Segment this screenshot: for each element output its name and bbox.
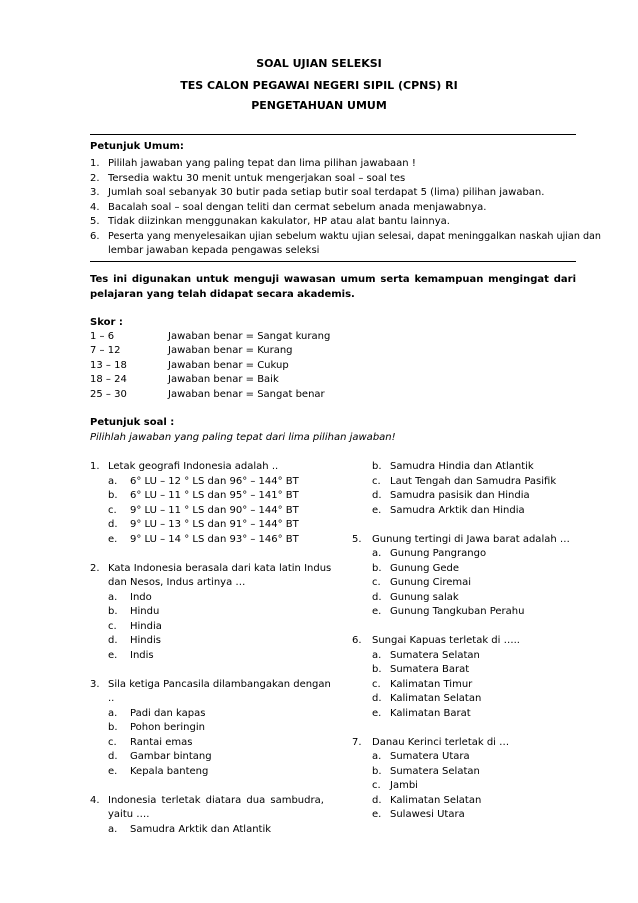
option-letter: d. bbox=[372, 693, 382, 704]
option-text: 6° LU – 11 ° LS dan 95° – 141° BT bbox=[130, 490, 299, 501]
option-letter: a. bbox=[108, 708, 118, 719]
option-letter: e. bbox=[372, 606, 382, 617]
option-letter: b. bbox=[372, 461, 382, 472]
question-text-cont: dan Nesos, Indus artinya … bbox=[108, 577, 246, 588]
option-letter: a. bbox=[372, 751, 382, 762]
option-letter: e. bbox=[108, 650, 118, 661]
option-text: Hindis bbox=[130, 635, 161, 646]
option-letter: d. bbox=[108, 635, 118, 646]
question-number: 7. bbox=[352, 737, 362, 748]
score-range: 7 – 12 bbox=[90, 345, 121, 356]
option-text: Gunung Ciremai bbox=[390, 577, 472, 588]
option-text: Pohon beringin bbox=[130, 722, 205, 733]
option-letter: e. bbox=[108, 534, 118, 545]
option-text: Kalimatan Selatan bbox=[390, 693, 482, 704]
option-text: Kepala banteng bbox=[130, 766, 209, 777]
option-letter: e. bbox=[372, 809, 382, 820]
option-letter: b. bbox=[108, 722, 118, 733]
option-text: Indo bbox=[130, 592, 152, 603]
option-text: 9° LU – 11 ° LS dan 90° – 144° BT bbox=[130, 505, 299, 516]
score-range: 1 – 6 bbox=[90, 331, 115, 342]
option-text: Jambi bbox=[390, 780, 418, 791]
option-text: 9° LU – 14 ° LS dan 93° – 146° BT bbox=[130, 534, 299, 545]
option-text: 9° LU – 13 ° LS dan 91° – 144° BT bbox=[130, 519, 299, 530]
score-desc: Jawaban benar = Sangat benar bbox=[168, 389, 325, 400]
score-range: 18 – 24 bbox=[90, 374, 127, 385]
general-item-number: 6. bbox=[90, 231, 100, 242]
option-letter: c. bbox=[108, 505, 117, 516]
option-letter: d. bbox=[372, 592, 382, 603]
option-text: Gunung Gede bbox=[390, 563, 460, 574]
score-desc: Jawaban benar = Kurang bbox=[168, 345, 293, 356]
score-heading: Skor : bbox=[90, 317, 123, 328]
option-letter: b. bbox=[108, 490, 118, 501]
instructions-heading: Petunjuk soal : bbox=[90, 417, 175, 428]
general-item-number: 4. bbox=[90, 202, 100, 213]
general-item-text: Tidak diizinkan menggunakan kakulator, HP atau alat bantu lainnya. bbox=[108, 216, 450, 227]
general-item-text: Bacalah soal – soal dengan teliti dan cermat sebelum anada menjawabnya. bbox=[108, 202, 487, 213]
general-item-text: Peserta yang menyelesaikan ujian sebelum waktu ujian selesai, dapat meninggalkan naskah ujian dan bbox=[108, 231, 601, 242]
option-letter: a. bbox=[108, 824, 118, 835]
question-number: 6. bbox=[352, 635, 362, 646]
general-item-text: Pililah jawaban yang paling tepat dan lima pilihan jawabaan ! bbox=[108, 158, 416, 169]
question-text: Gunung tertingi di Jawa barat adalah … bbox=[372, 534, 570, 545]
option-text: Sumatera Barat bbox=[390, 664, 470, 675]
option-text: Rantai emas bbox=[130, 737, 193, 748]
option-letter: a. bbox=[108, 476, 118, 487]
general-heading: Petunjuk Umum: bbox=[90, 141, 184, 152]
question-number: 5. bbox=[352, 534, 362, 545]
option-text: Hindia bbox=[130, 621, 162, 632]
question-text-cont: .. bbox=[108, 693, 115, 704]
option-letter: b. bbox=[372, 563, 382, 574]
option-text: Sumatera Selatan bbox=[390, 650, 480, 661]
option-text: Kalimatan Selatan bbox=[390, 795, 482, 806]
question-number: 1. bbox=[90, 461, 100, 472]
question-text-cont: yaitu …. bbox=[108, 809, 150, 820]
score-range: 25 – 30 bbox=[90, 389, 127, 400]
intro-paragraph: Tes ini digunakan untuk menguji wawasan umum serta kemampuan mengingat dari pelajaran yang telah didapat secara akademis. bbox=[90, 274, 576, 300]
question-number: 2. bbox=[90, 563, 100, 574]
option-letter: d. bbox=[108, 519, 118, 530]
question-text: Letak geografi Indonesia adalah .. bbox=[108, 461, 279, 472]
option-text: Hindu bbox=[130, 606, 160, 617]
divider-top bbox=[90, 134, 576, 135]
option-letter: c. bbox=[108, 621, 117, 632]
general-item-text: Jumlah soal sebanyak 30 butir pada setiap butir soal terdapat 5 (lima) pilihan jawaban. bbox=[108, 187, 545, 198]
doc-title-line2: TES CALON PEGAWAI NEGERI SIPIL (CPNS) RI bbox=[180, 79, 458, 92]
question-number: 3. bbox=[90, 679, 100, 690]
general-item-number: 2. bbox=[90, 173, 100, 184]
question-text: Kata Indonesia berasala dari kata latin Indus bbox=[108, 563, 332, 574]
divider-bottom bbox=[90, 261, 576, 262]
option-text: 6° LU – 12 ° LS dan 96° – 144° BT bbox=[130, 476, 299, 487]
option-text: Samudra Hindia dan Atlantik bbox=[390, 461, 534, 472]
general-item-number: 5. bbox=[90, 216, 100, 227]
option-letter: b. bbox=[372, 766, 382, 777]
option-letter: d. bbox=[372, 490, 382, 501]
option-text: Sumatera Selatan bbox=[390, 766, 480, 777]
general-item-number: 1. bbox=[90, 158, 100, 169]
option-letter: e. bbox=[372, 505, 382, 516]
option-text: Samudra Arktik dan Hindia bbox=[390, 505, 525, 516]
option-letter: c. bbox=[372, 780, 381, 791]
option-letter: b. bbox=[108, 606, 118, 617]
option-letter: c. bbox=[372, 679, 381, 690]
question-number: 4. bbox=[90, 795, 100, 806]
score-desc: Jawaban benar = Baik bbox=[168, 374, 279, 385]
score-desc: Jawaban benar = Cukup bbox=[168, 360, 289, 371]
question-text: Danau Kerinci terletak di … bbox=[372, 737, 510, 748]
option-text: Indis bbox=[130, 650, 154, 661]
option-text: Sulawesi Utara bbox=[390, 809, 465, 820]
doc-title-line1: SOAL UJIAN SELEKSI bbox=[256, 57, 382, 70]
option-letter: a. bbox=[372, 650, 382, 661]
option-text: Kalimatan Barat bbox=[390, 708, 471, 719]
general-item-text-cont: lembar jawaban kepada pengawas seleksi bbox=[108, 245, 320, 256]
general-item-number: 3. bbox=[90, 187, 100, 198]
option-letter: c. bbox=[108, 737, 117, 748]
instructions-text: Pilihlah jawaban yang paling tepat dari lima pilihan jawaban! bbox=[90, 432, 396, 443]
option-text: Gambar bintang bbox=[130, 751, 212, 762]
option-letter: a. bbox=[372, 548, 382, 559]
option-text: Laut Tengah dan Samudra Pasifik bbox=[390, 476, 557, 487]
option-letter: e. bbox=[372, 708, 382, 719]
option-letter: e. bbox=[108, 766, 118, 777]
option-letter: d. bbox=[372, 795, 382, 806]
option-text: Gunung Pangrango bbox=[390, 548, 487, 559]
score-desc: Jawaban benar = Sangat kurang bbox=[168, 331, 331, 342]
option-letter: d. bbox=[108, 751, 118, 762]
question-text: Sungai Kapuas terletak di ….. bbox=[372, 635, 520, 646]
general-item-text: Tersedia waktu 30 menit untuk mengerjakan soal – soal tes bbox=[108, 173, 406, 184]
question-text: Sila ketiga Pancasila dilambangakan dengan bbox=[108, 679, 331, 690]
option-letter: c. bbox=[372, 577, 381, 588]
option-letter: c. bbox=[372, 476, 381, 487]
option-text: Samudra pasisik dan Hindia bbox=[390, 490, 530, 501]
option-text: Samudra Arktik dan Atlantik bbox=[130, 824, 272, 835]
question-text: Indonesia terletak diatara dua sambudra, bbox=[108, 795, 324, 806]
option-letter: b. bbox=[372, 664, 382, 675]
option-letter: a. bbox=[108, 592, 118, 603]
option-text: Sumatera Utara bbox=[390, 751, 470, 762]
option-text: Gunung Tangkuban Perahu bbox=[390, 606, 525, 617]
doc-title-line3: PENGETAHUAN UMUM bbox=[251, 99, 387, 112]
score-range: 13 – 18 bbox=[90, 360, 127, 371]
option-text: Gunung salak bbox=[390, 592, 459, 603]
option-text: Kalimatan Timur bbox=[390, 679, 473, 690]
option-text: Padi dan kapas bbox=[130, 708, 206, 719]
